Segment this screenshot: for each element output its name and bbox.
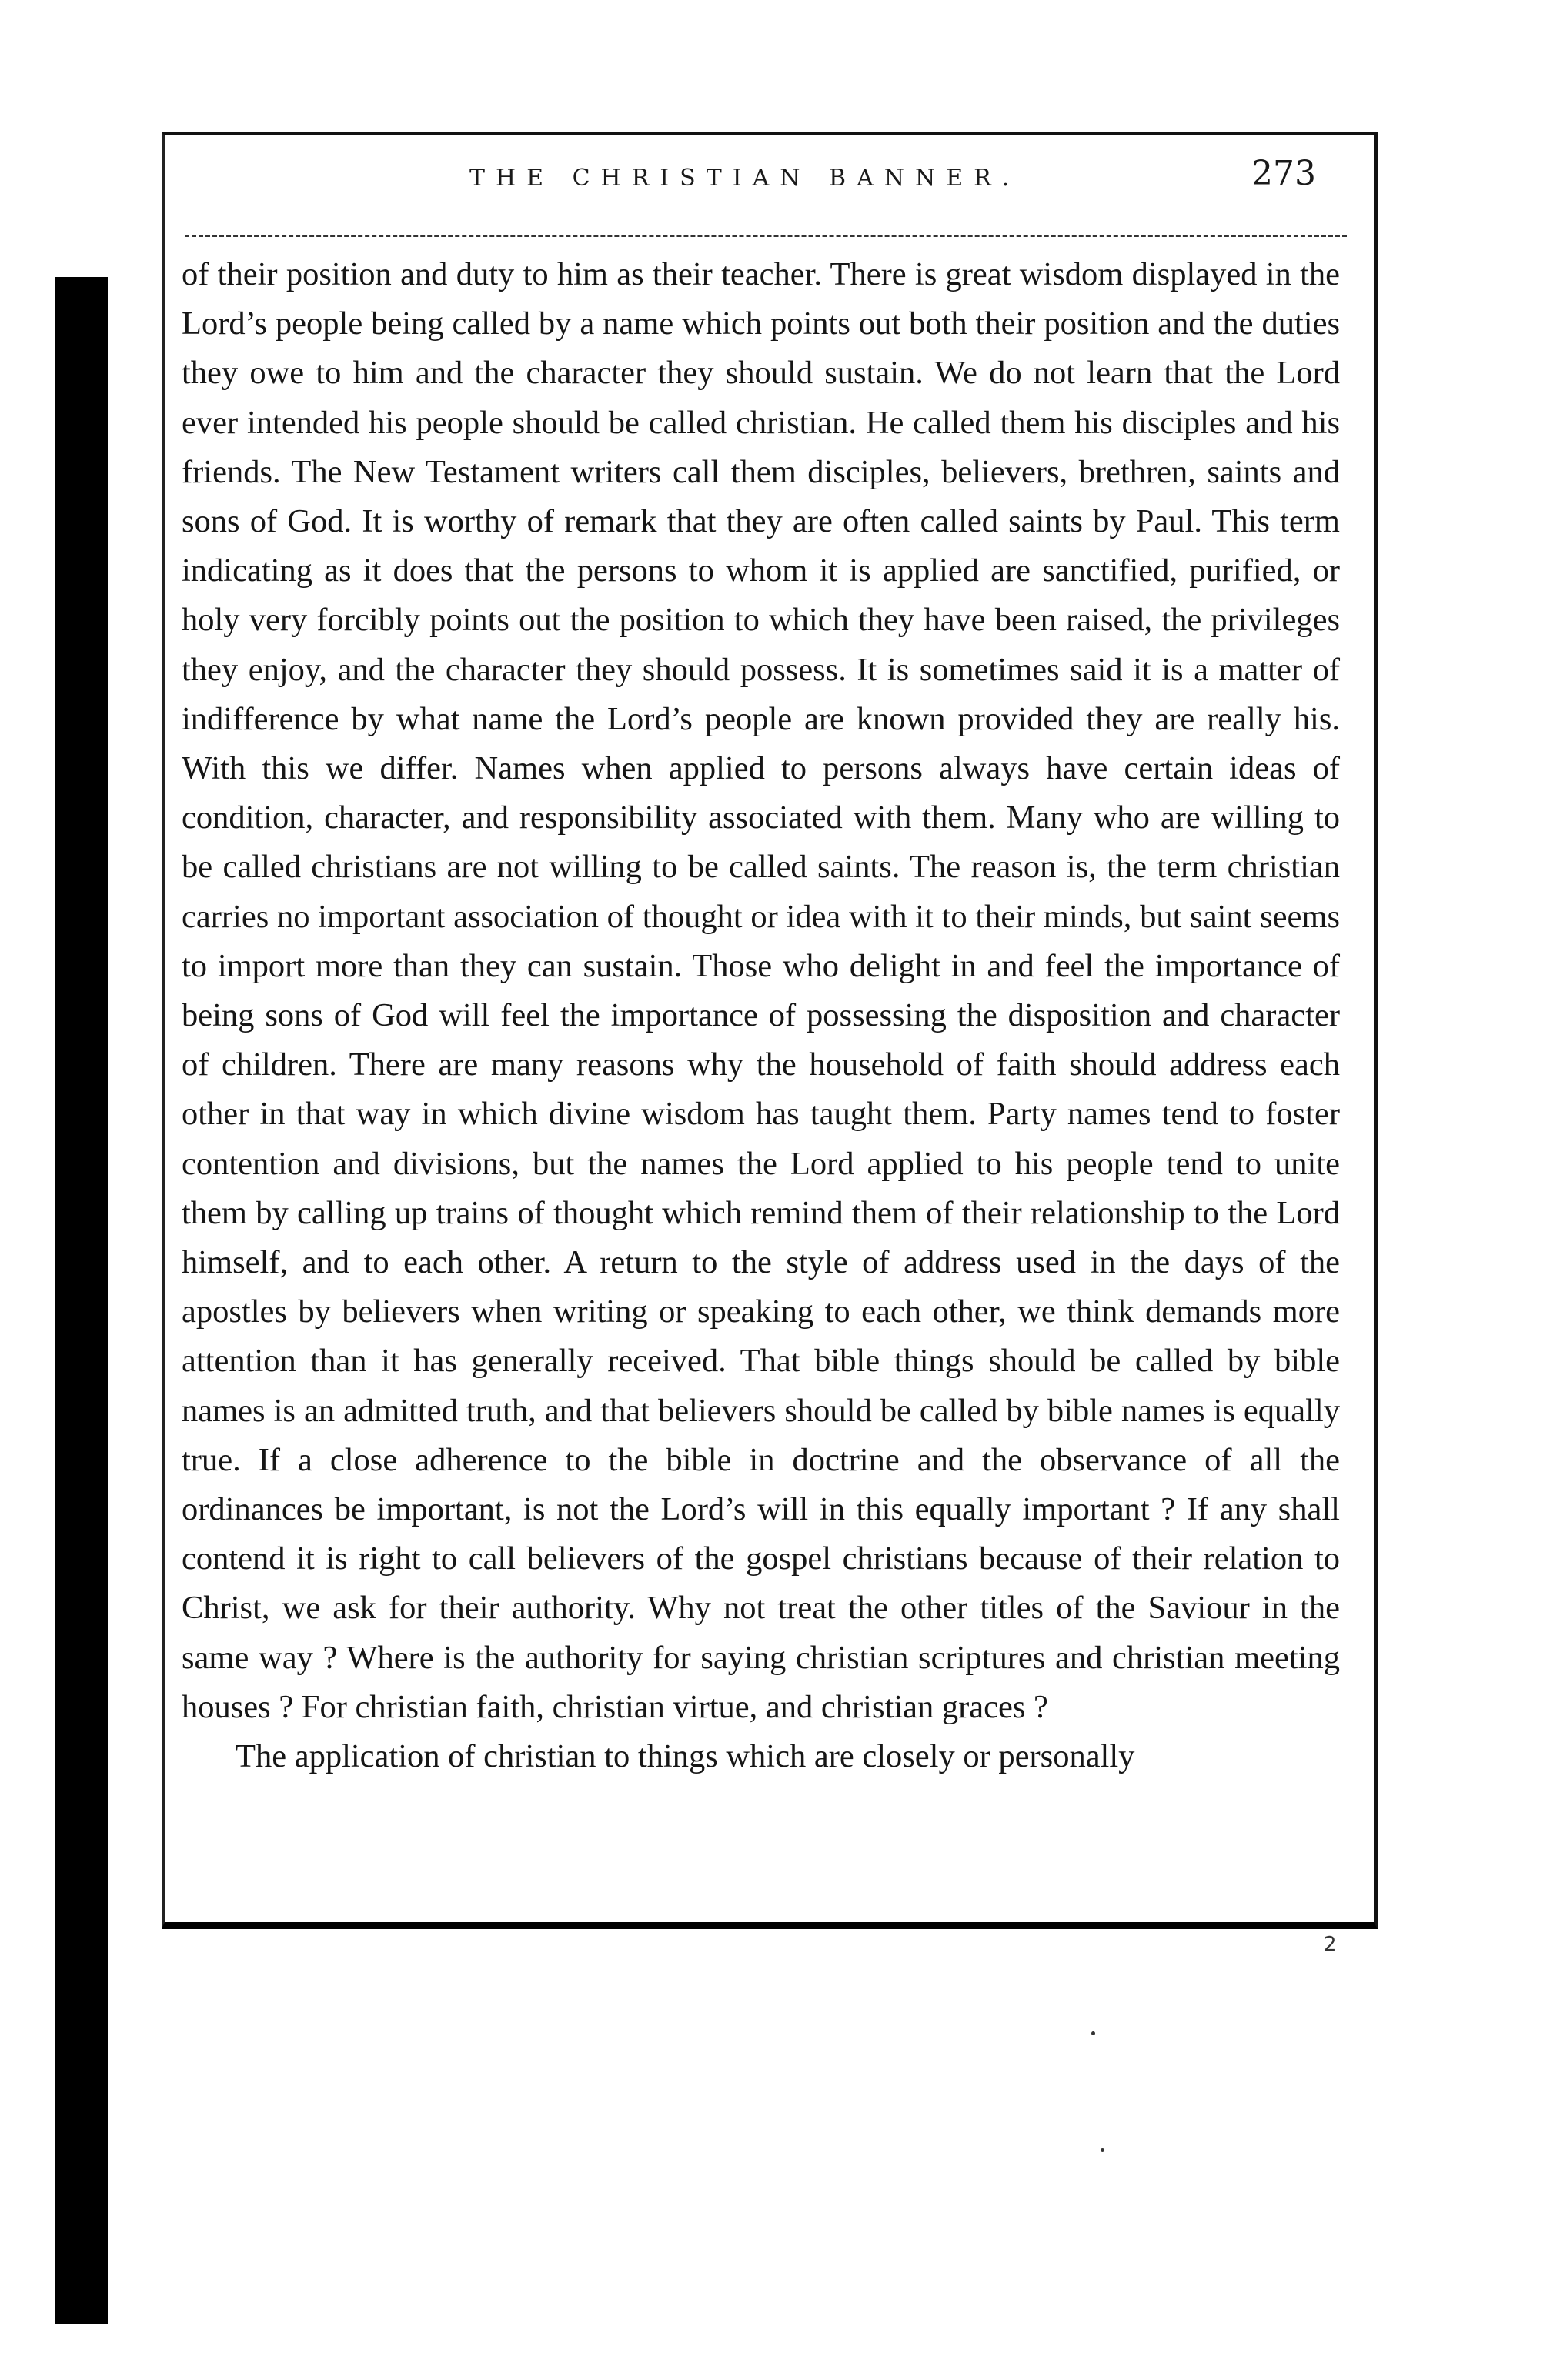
article-body: [182, 250, 1340, 1897]
header-rule: [185, 235, 1347, 237]
body-paragraph-2: The application of christian to things which are closely or personally: [236, 1738, 1135, 1775]
running-title: THE CHRISTIAN BANNER.: [469, 165, 1021, 192]
binding-shadow: [55, 277, 108, 2324]
page-number: 273: [1251, 154, 1316, 193]
running-head: [185, 154, 1347, 208]
body-paragraph-1: of their position and duty to him as their teacher. There is great wisdom displayed in the Lord’s people being called by a name which points out both their position and the duties they owe to him and the character they should sustain. We do not learn that the Lord ever intended his people should be called christian. He called them his disciples and his friends. The New Testament writers call them disciples, believers, brethren, saints and sons of God. It is worthy of remark that they are often called saints by Paul. This term indicating as it does that the persons to whom it is applied are sanctified, purified, or holy very forcibly points out the position to which they have been raised, the privileges they enjoy, and the character they should possess. It is sometimes said it is a matter of indifference by what name the Lord’s people are known provided they are really his. With this we differ. Names when applied to persons always have certain ideas of condition, character, and responsibility associated with them. Many who are willing to be called christians are not willing to be called saints. The reason is, the term christian carries no important association of thought or idea with it to their minds, but saint seems to import more than they can sustain. Those who delight in and feel the importance of being sons of God will feel the importance of possessing the disposition and character of children. There are many reasons why the household of faith should address each other in that way in which divine wisdom has taught them. Party names tend to foster contention and divisions, but the names the Lord applied to his people tend to unite them by calling up trains of thought which remind them of their relationship to the Lord himself, and to each other. A return to the style of address used in the days of the apostles by believers when writing or speaking to each other, we think demands more attention than it has generally received. That bible things should be called by bible names is an admitted truth, and that believers should be called by bible names is equally true. If a close adherence to the bible in doctrine and the observance of all the ordinances be important, is not the Lord’s will in this equally important ? If any shall contend it is right to call believers of the gospel christians because of their relation to Christ, we ask for their authority. Why not treat the other titles of the Saviour in the same way ? Where is the authority for saying christian scriptures and christian meeting houses ? For christian faith, christian virtue, and christian graces ?: [182, 256, 1340, 1725]
paper-speck: [1101, 2148, 1104, 2152]
footer-mark: 2: [1324, 1933, 1337, 1956]
paper-speck: [1091, 2031, 1095, 2035]
